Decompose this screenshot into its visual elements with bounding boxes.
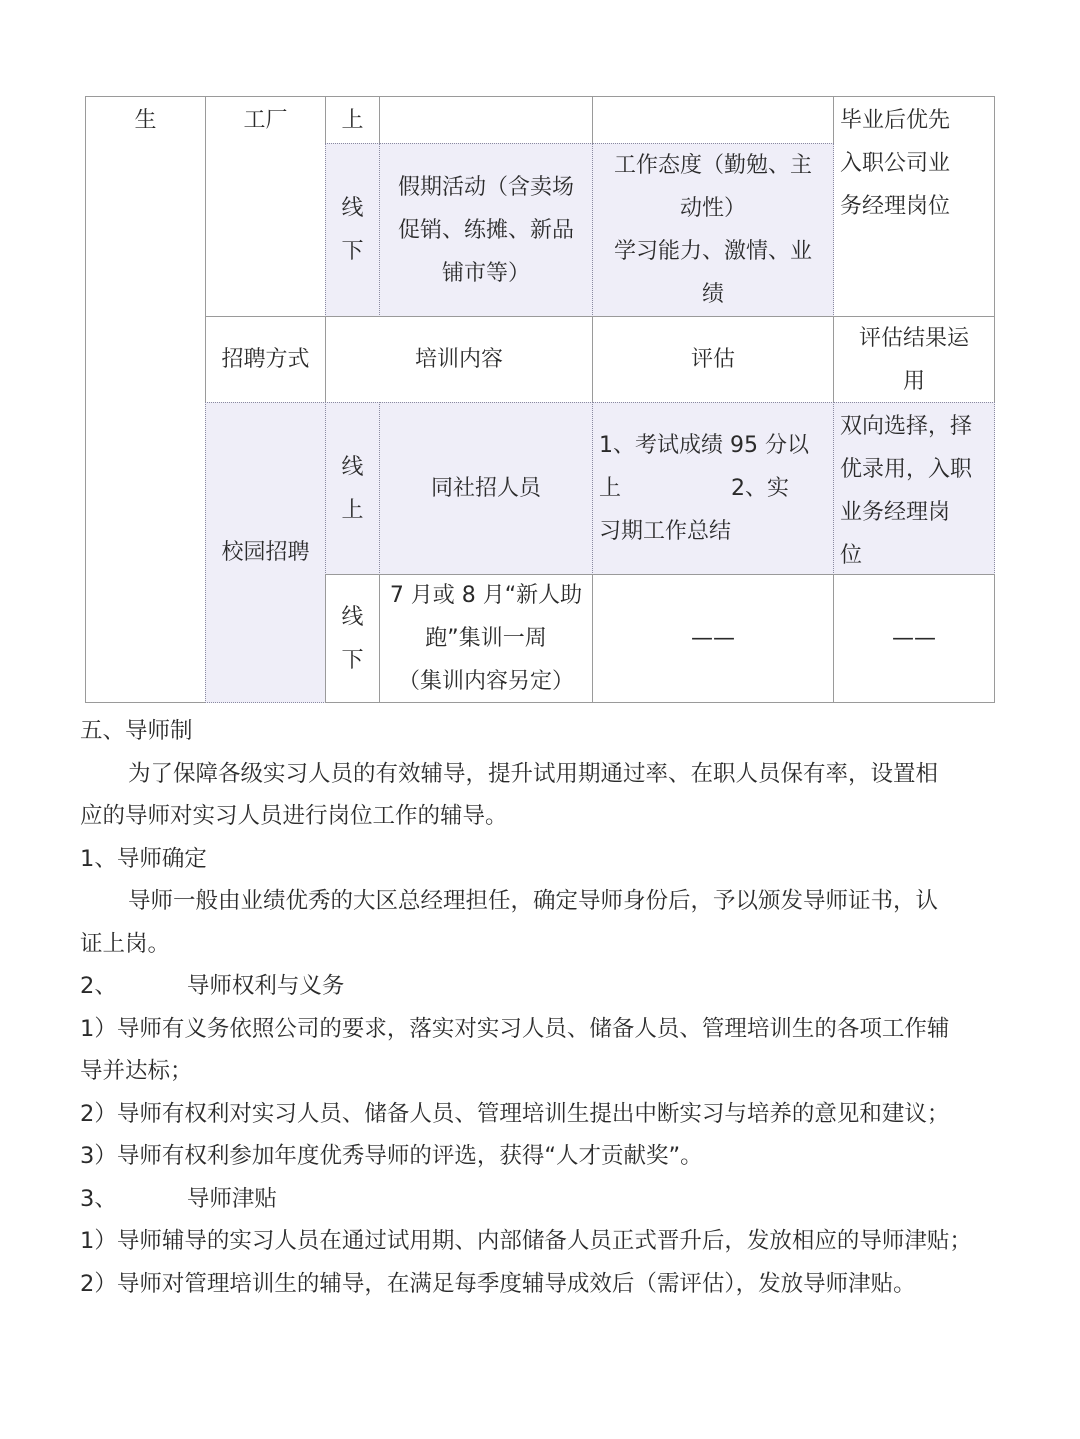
offline-char: 线 (341, 604, 364, 630)
result-line: 位 (840, 543, 863, 568)
holiday-activity-cell (379, 143, 593, 317)
list-item: 1）导师辅导的实习人员在通过试用期、内部储备人员正式晋升后，发放相应的导师津贴； (80, 1228, 972, 1254)
online-cell-top (325, 96, 380, 144)
same-as-social-cell (379, 402, 593, 575)
campus-text: 校园招聘 (221, 540, 310, 565)
result-line: 双向选择，择 (840, 414, 973, 439)
eval-line: 绩 (701, 282, 724, 307)
result-usage-cell-2 (833, 402, 995, 575)
content-line: 促销、练摊、新品 (397, 217, 574, 243)
header-evaluation (592, 316, 834, 403)
offline-char: 线 (341, 196, 364, 221)
header-text: 用 (902, 368, 925, 394)
eval-line: 上 2、实 (599, 476, 789, 501)
subsection-number: 2、 (80, 973, 117, 999)
empty-eval-cell (592, 96, 834, 144)
header-training-content (325, 316, 593, 403)
subsection-label: 导师权利与义务 (186, 973, 345, 999)
eval-dash-cell (592, 574, 834, 703)
list-item: 2）导师有权利对实习人员、储备人员、管理培训生提出中断实习与培养的意见和建议； (80, 1100, 950, 1127)
offline-char: 下 (341, 239, 364, 264)
campus-recruit-cell (205, 402, 326, 703)
exam-score-cell (592, 402, 834, 575)
recruitment-table (86, 97, 995, 703)
header-text: 招聘方式 (221, 347, 310, 372)
result-line: 入职公司业 (840, 151, 951, 176)
mentor-section (80, 710, 1000, 1305)
list-item: 2）导师对管理培训生的辅导，在满足每季度辅导成效后（需评估），发放导师津贴。 (80, 1270, 916, 1297)
result-line: 业务经理岗 (840, 500, 951, 525)
result-line: 优录用，入职 (840, 457, 973, 482)
work-attitude-cell (592, 143, 834, 317)
online-char: 上 (341, 497, 364, 523)
dash-text: —— (691, 626, 735, 651)
eval-line: 工作态度（勤勉、主 (613, 153, 812, 178)
online-text-top: 上 (341, 107, 364, 133)
section-heading: 五、导师制 (80, 718, 193, 744)
result-line: 务经理岗位 (840, 194, 951, 219)
content-line: 假期活动（含卖场 (397, 174, 574, 200)
paragraph-line: 证上岗。 (80, 930, 171, 957)
result-usage-cell-1 (833, 96, 995, 317)
factory-text: 工厂 (243, 108, 288, 133)
eval-line: 动性） (679, 196, 746, 221)
header-text: 培训内容 (414, 347, 503, 372)
paragraph-line: 导师一般由业绩优秀的大区总经理担任，确定导师身份后，予以颁发导师证书，认 (128, 888, 939, 914)
header-text: 评估 (690, 347, 735, 372)
online-char: 线 (341, 454, 364, 480)
category-cell (85, 96, 206, 703)
offline-cell-2 (325, 574, 380, 703)
content-line: 7 月或 8 月“新人助 (389, 583, 583, 608)
list-item: 3）导师有权利参加年度优秀导师的评选，获得“人才贡献奖”。 (80, 1143, 703, 1169)
header-recruit-method (205, 316, 326, 403)
list-item: 导并达标； (80, 1058, 193, 1084)
header-result-usage (833, 316, 995, 403)
result-dash-cell (833, 574, 995, 703)
content-line: 跑”集训一周 (425, 626, 547, 651)
category-text: 生 (134, 108, 157, 133)
dash-text: —— (892, 626, 936, 651)
eval-line: 学习能力、激情、业 (613, 239, 812, 264)
subsection-title (80, 965, 1000, 1008)
content-text: 同社招人员 (430, 476, 541, 501)
intro-line: 为了保障各级实习人员的有效辅导，提升试用期通过率、在职人员保有率，设置相 (128, 760, 939, 787)
subsection-number: 3、 (80, 1185, 117, 1212)
subsection-label: 导师津贴 (186, 1185, 277, 1212)
eval-line: 1、考试成绩 95 分以 (599, 433, 809, 458)
content-line: 铺市等） (441, 260, 530, 286)
result-line: 毕业后优先 (840, 108, 951, 133)
offline-char: 下 (341, 647, 364, 673)
empty-content-cell (379, 96, 593, 144)
bootcamp-cell (379, 574, 593, 703)
factory-cell (205, 96, 326, 317)
list-item: 1）导师有义务依照公司的要求，落实对实习人员、储备人员、管理培训生的各项工作辅 (80, 1015, 950, 1042)
online-cell-2 (325, 402, 380, 575)
intro-line: 应的导师对实习人员进行岗位工作的辅导。 (80, 803, 508, 829)
subsection-title: 1、导师确定 (80, 845, 207, 872)
subsection-title (80, 1178, 1000, 1221)
offline-cell-1 (325, 143, 380, 317)
content-line: （集训内容另定） (397, 669, 574, 694)
eval-line: 习期工作总结 (599, 519, 732, 544)
header-text: 评估结果运 (858, 325, 969, 351)
